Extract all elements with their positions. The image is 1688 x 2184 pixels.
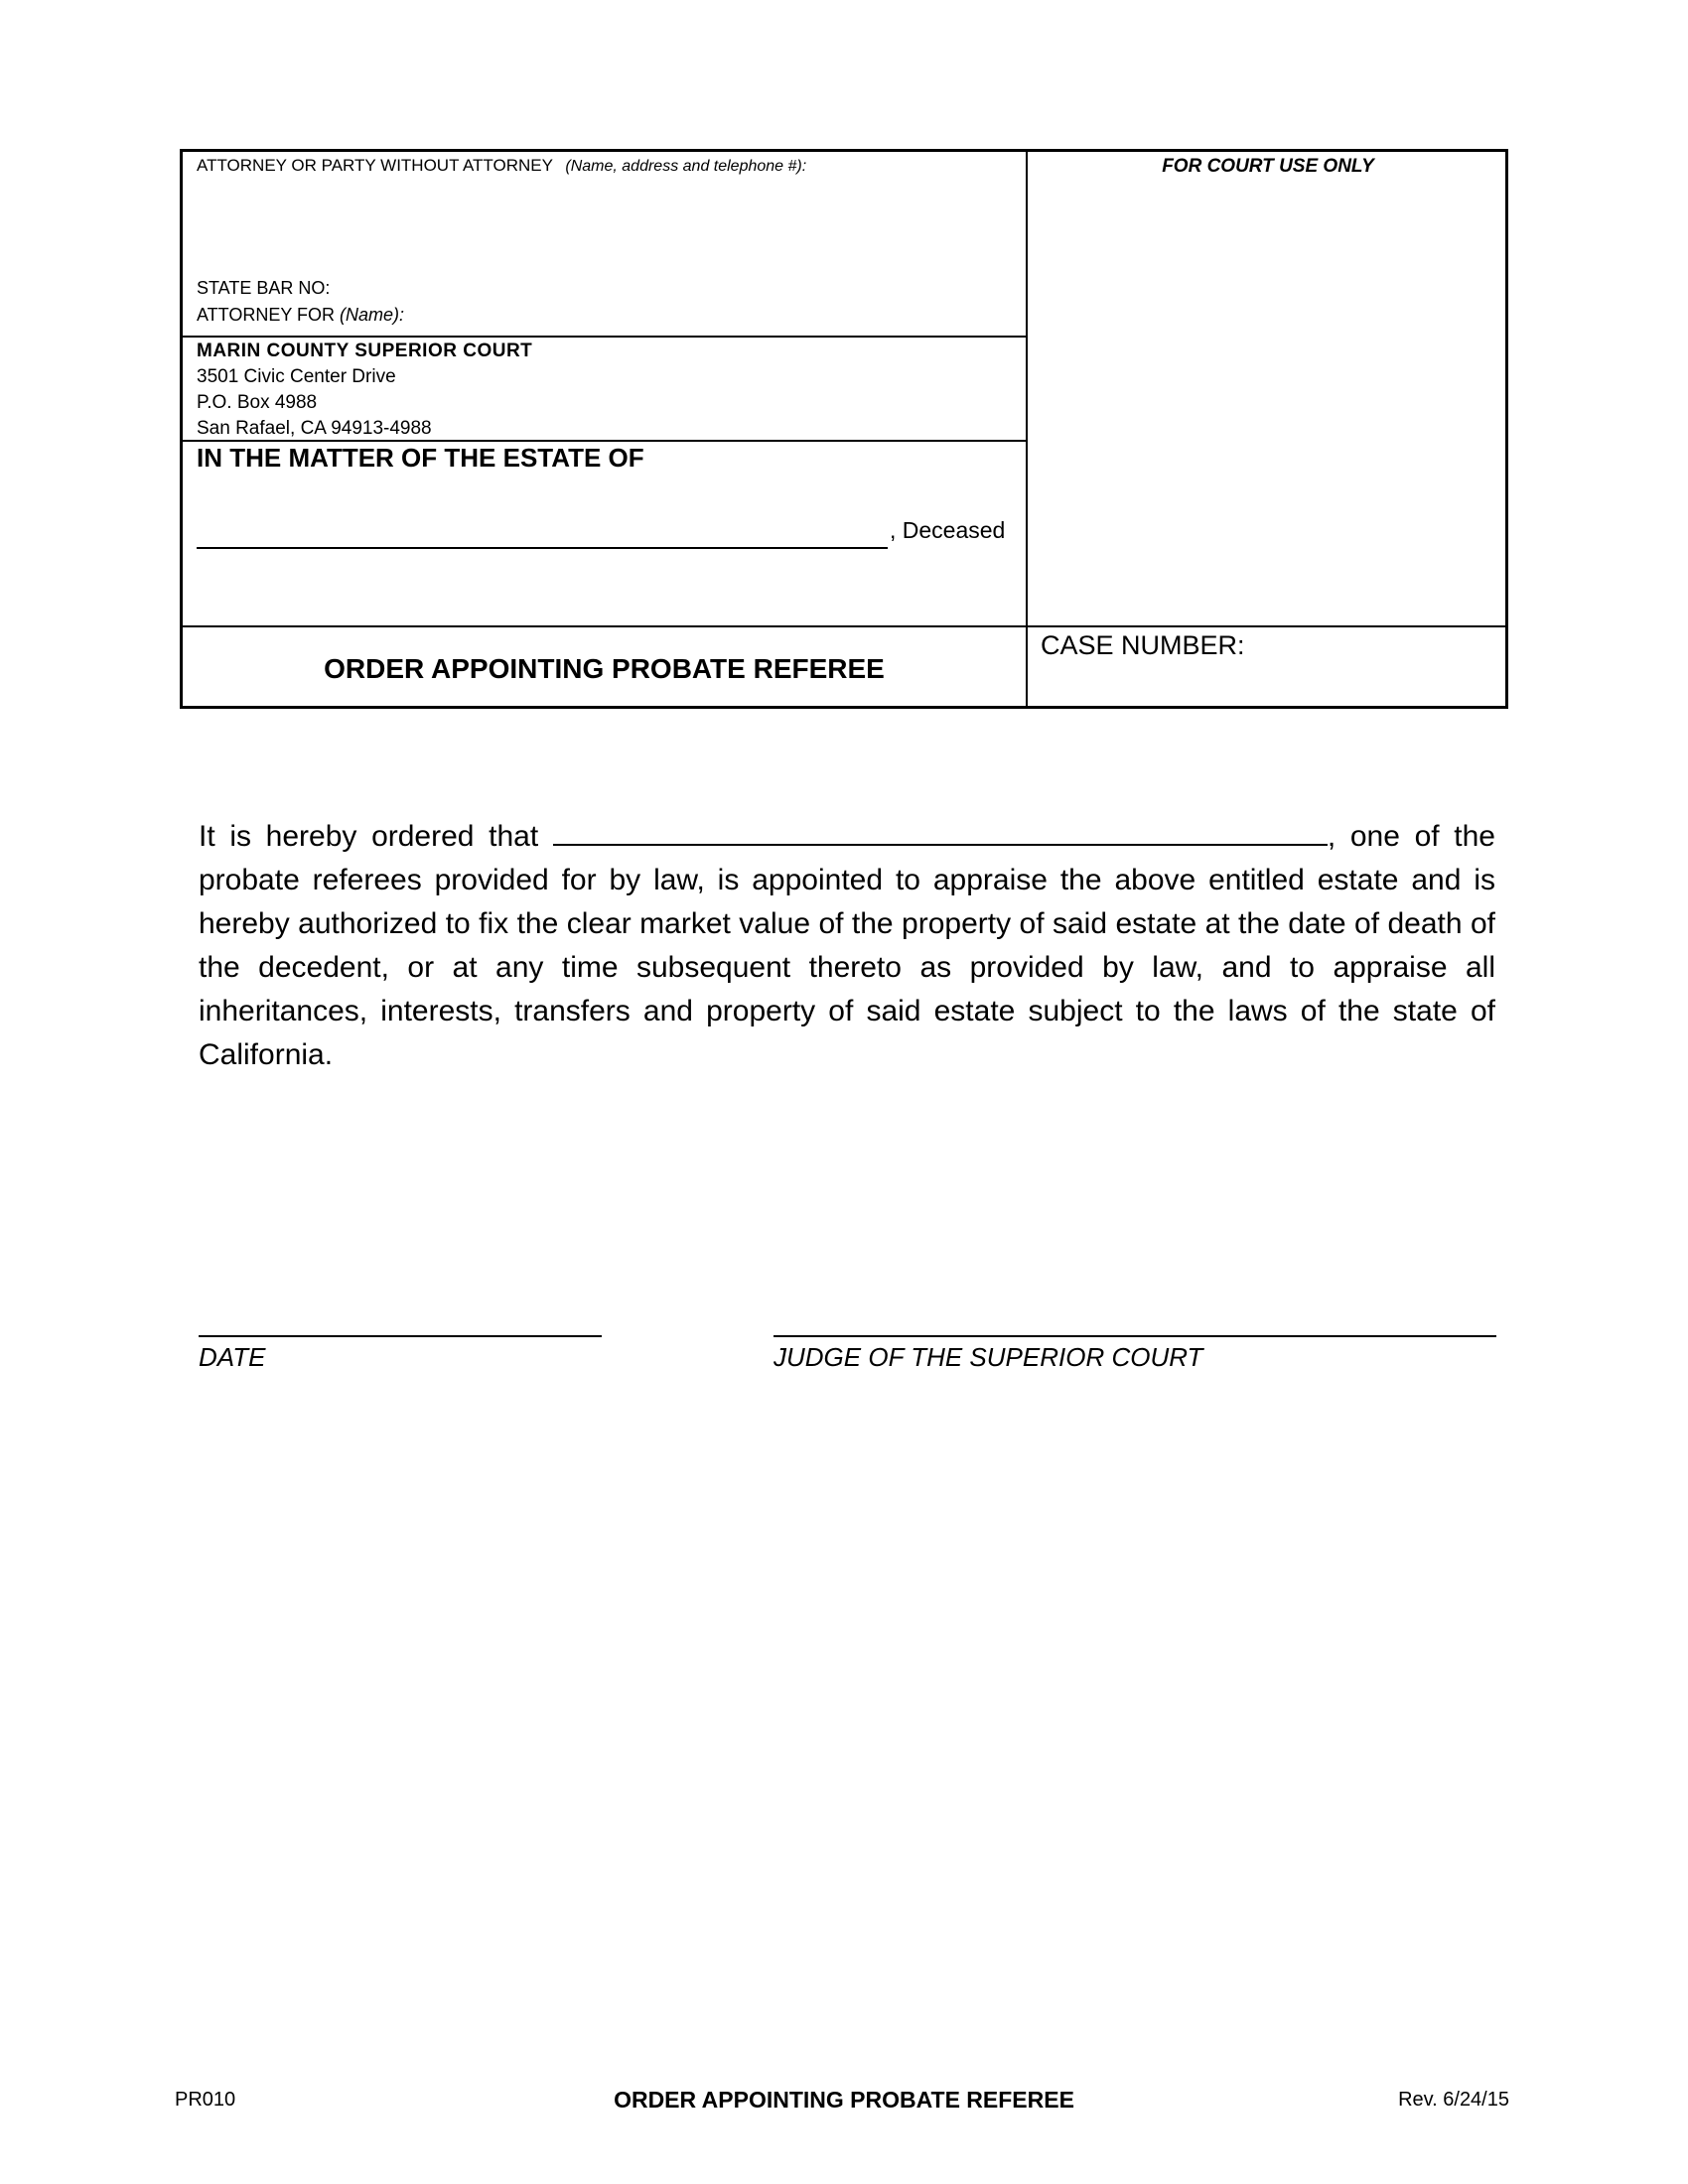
deceased-label: , Deceased [890,517,1006,543]
attorney-for-text: ATTORNEY FOR [197,305,336,325]
court-address-line-2: P.O. Box 4988 [197,392,318,413]
footer-title: ORDER APPOINTING PROBATE REFEREE [614,2087,1074,2113]
court-use-only-label: FOR COURT USE ONLY [1162,156,1374,177]
judge-label: JUDGE OF THE SUPERIOR COURT [774,1342,1203,1372]
matter-title: IN THE MATTER OF THE ESTATE OF [197,443,644,473]
footer-form-code: PR010 [175,2089,236,2111]
form-title: ORDER APPOINTING PROBATE REFEREE [324,653,885,684]
court-address-line-3: San Rafael, CA 94913-4988 [197,418,432,439]
caption-box [180,149,1508,709]
decedent-name-field[interactable] [197,517,888,549]
court-name: MARIN COUNTY SUPERIOR COURT [197,341,533,361]
order-intro-text: It is hereby ordered that [199,820,539,853]
caption-vertical-divider [1026,152,1028,706]
judge-signature-line[interactable] [774,1335,1496,1337]
state-bar-label: STATE BAR NO: [197,278,331,298]
caption-divider-title [183,625,1505,627]
attorney-label-hint: (Name, address and telephone #): [565,158,807,175]
attorney-for-hint: (Name): [340,305,405,325]
date-signature-line[interactable] [199,1335,602,1337]
attorney-for-label [197,305,404,326]
attorney-label-text: ATTORNEY OR PARTY WITHOUT ATTORNEY [197,156,553,175]
order-rest-text: , one of the probate referees provided for by law, is appointed to appraise the above entitled estate and is hereby authorized to fix the clear market value of the property of said estate at the date of death of the decedent, or at any time subsequent thereto as provided by law, and to appraise all inheritances, interests, transfers and property of said estate subject to the laws of the state of California. [199,820,1495,1071]
court-address-line-1: 3501 Civic Center Drive [197,366,396,387]
attorney-label [197,156,806,176]
date-label: DATE [199,1342,266,1372]
case-number-label: CASE NUMBER: [1041,630,1245,660]
caption-divider-attorney [183,336,1026,338]
referee-name-field[interactable] [553,814,1328,846]
court-address-block [197,339,532,442]
order-paragraph [199,814,1495,1077]
footer-revision: Rev. 6/24/15 [1398,2089,1509,2111]
